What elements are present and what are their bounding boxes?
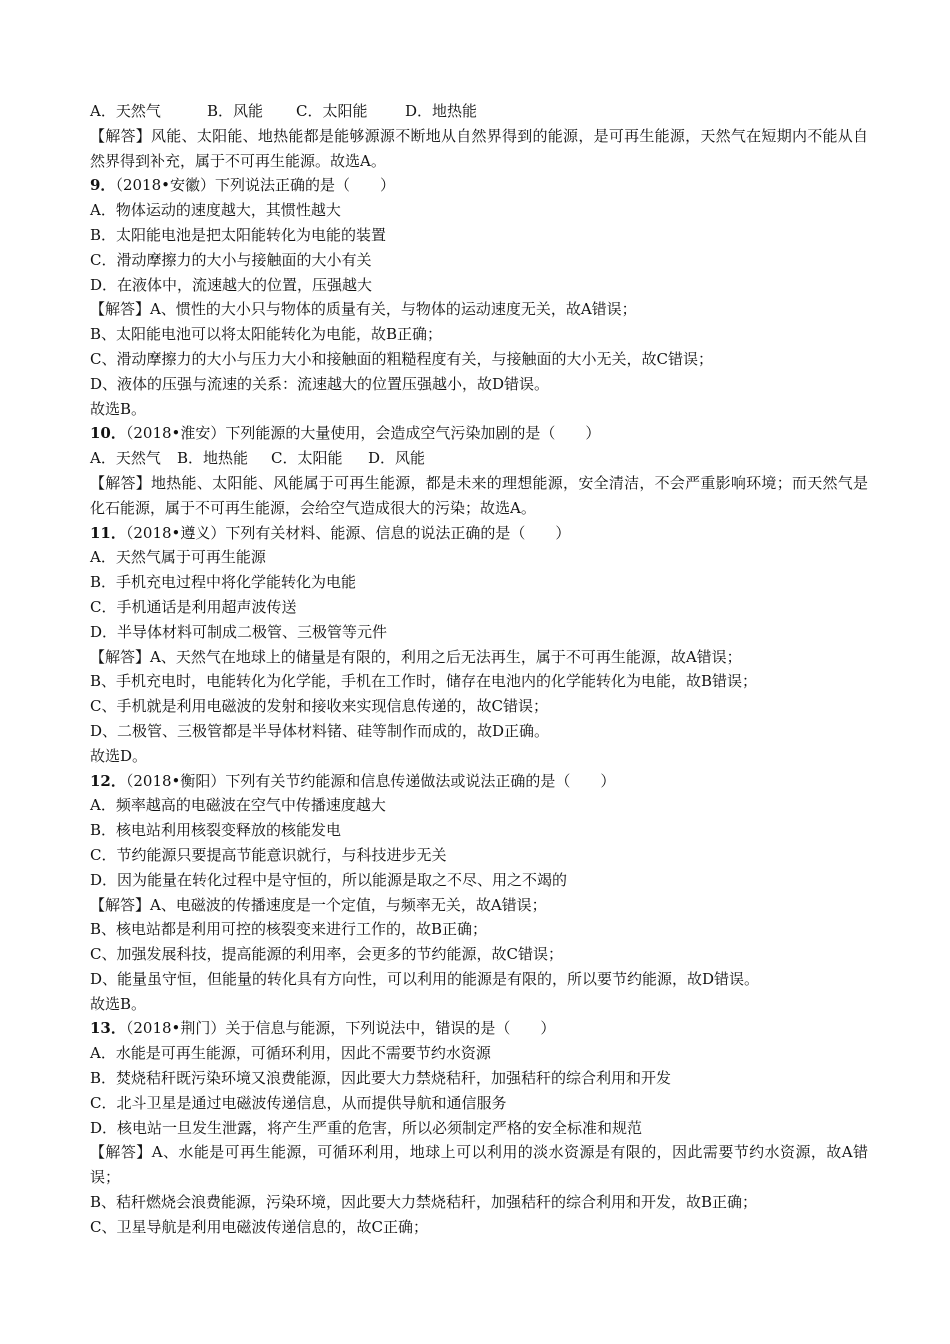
q11-answer-line: 【解答】A、天然气在地球上的储量是有限的，利用之后无法再生，属于不可再生能源，故A错误； — [90, 647, 742, 666]
q13-option-b: B．焚烧秸秆既污染环境又浪费能源，因此要大力禁烧秸秆，加强秸秆的综合利用和开发 — [90, 1069, 672, 1088]
q9-option-d: D．在液体中，流速越大的位置，压强越大 — [90, 275, 373, 294]
q9-option-b: B．太阳能电池是把太阳能转化为电能的装置 — [90, 225, 387, 244]
q13-option-a: A．水能是可再生能源，可循环利用，因此不需要节约水资源 — [90, 1044, 491, 1063]
q9-answer-line: 【解答】A、惯性的大小只与物体的质量有关，与物体的运动速度无关，故A错误； — [90, 300, 637, 319]
document-content — [90, 99, 868, 1240]
q10-answer: 【解答】地热能、太阳能、风能属于可再生能源，都是未来的理想能源，安全清洁，不会严重影响环境；而天然气是化石能源，属于不可再生能源，会给空气造成很大的污染；故选A。 — [90, 473, 868, 517]
q9-answer-line: 故选B。 — [90, 399, 147, 418]
q9-stem-line — [90, 173, 868, 198]
q9-answer-line: B、太阳能电池可以将太阳能转化为电能，故B正确； — [90, 325, 443, 344]
q9-option-c: C．滑动摩擦力的大小与接触面的大小有关 — [90, 250, 372, 269]
q8-answer: 【解答】风能、太阳能、地热能都是能够源源不断地从自然界得到的能源，是可再生能源，天然气在短期内不能从自然界得到补充，属于不可再生能源。故选A。 — [90, 126, 868, 170]
q11-option-b: B．手机充电过程中将化学能转化为电能 — [90, 573, 357, 592]
q13-answer-a: 【解答】A、水能是可再生能源，可循环利用，地球上可以利用的淡水资源是有限的，因此需要节约水资源，故A错误； — [90, 1143, 868, 1187]
q12-option-a: A．频率越高的电磁波在空气中传播速度越大 — [90, 796, 386, 815]
q10-option-b: B．地热能 — [177, 449, 249, 468]
q9-option-a: A．物体运动的速度越大，其惯性越大 — [90, 201, 341, 220]
q12-answer-line: C、加强发展科技，提高能源的利用率，会更多的节约能源，故C错误； — [90, 945, 563, 964]
q9-answer-line: D、液体的压强与流速的关系：流速越大的位置压强越小，故D错误。 — [90, 374, 550, 393]
q11-answer-line: D、二极管、三极管都是半导体材料锗、硅等制作而成的，故D正确。 — [90, 721, 550, 740]
q12-answer-line: 故选B。 — [90, 994, 147, 1013]
q11-option-d: D．半导体材料可制成二极管、三极管等元件 — [90, 622, 388, 641]
q10-stem-line — [90, 421, 868, 446]
q11-answer-line: B、手机充电时，电能转化为化学能，手机在工作时，储存在电池内的化学能转化为电能，故B错误； — [90, 672, 758, 691]
q13-number: 13． — [90, 1019, 126, 1038]
q10-options — [90, 446, 868, 471]
q10-option-a: A．天然气 — [90, 449, 161, 468]
q13-answer-line: C、卫星导航是利用电磁波传递信息的，故C正确； — [90, 1217, 428, 1236]
q13-stem: （2018•荆门）关于信息与能源，下列说法中，错误的是（ ） — [125, 1019, 556, 1038]
q12-answer-line: D、能量虽守恒，但能量的转化具有方向性，可以利用的能源是有限的，所以要节约能源，故D错误。 — [90, 969, 760, 988]
q12-option-c: C．节约能源只要提高节能意识就行，与科技进步无关 — [90, 845, 447, 864]
q8-option-a: A．天然气 — [90, 102, 161, 120]
q11-option-c: C．手机通话是利用超声波传送 — [90, 597, 297, 616]
q9-stem: （2018•安徽）下列说法正确的是（ ） — [115, 176, 395, 195]
q13-option-c: C．北斗卫星是通过电磁波传递信息，从而提供导航和通信服务 — [90, 1093, 507, 1112]
q11-option-a: A．天然气属于可再生能源 — [90, 548, 266, 567]
q12-answer-line: 【解答】A、电磁波的传播速度是一个定值，与频率无关，故A错误； — [90, 895, 547, 914]
q12-stem: （2018•衡阳）下列有关节约能源和信息传递做法或说法正确的是（ ） — [125, 771, 616, 790]
q9-number: 9． — [90, 176, 116, 195]
q10-number: 10． — [90, 424, 126, 443]
q12-option-d: D．因为能量在转化过程中是守恒的，所以能源是取之不尽、用之不竭的 — [90, 870, 568, 889]
q10-option-d: D．风能 — [368, 449, 426, 468]
q8-option-b: B．风能 — [207, 102, 264, 120]
q11-stem-line — [90, 521, 868, 546]
q11-answer-line: C、手机就是利用电磁波的发射和接收来实现信息传递的，故C错误； — [90, 697, 548, 716]
q12-number: 12． — [90, 771, 126, 790]
q8-options — [90, 99, 868, 124]
q11-number: 11． — [90, 523, 126, 542]
q12-answer-line: B、核电站都是利用可控的核裂变来进行工作的，故B正确； — [90, 920, 488, 939]
q13-stem-line — [90, 1016, 868, 1041]
q10-stem: （2018•淮安）下列能源的大量使用，会造成空气污染加剧的是（ ） — [125, 424, 601, 443]
q10-option-c: C．太阳能 — [271, 449, 343, 468]
q8-option-d: D．地热能 — [405, 102, 478, 120]
q9-answer-line: C、滑动摩擦力的大小与压力大小和接触面的粗糙程度有关，与接触面的大小无关，故C错误； — [90, 349, 713, 368]
q11-answer-line: 故选D。 — [90, 746, 148, 765]
q8-option-c: C．太阳能 — [296, 102, 368, 120]
q12-option-b: B．核电站利用核裂变释放的核能发电 — [90, 821, 342, 840]
q13-answer-line: B、秸秆燃烧会浪费能源，污染环境，因此要大力禁烧秸秆，加强秸秆的综合利用和开发，故B正确； — [90, 1193, 758, 1212]
q11-stem: （2018•遵义）下列有关材料、能源、信息的说法正确的是（ ） — [125, 523, 571, 542]
q13-option-d: D．核电站一旦发生泄露，将产生严重的危害，所以必须制定严格的安全标准和规范 — [90, 1118, 643, 1137]
q12-stem-line — [90, 769, 868, 794]
